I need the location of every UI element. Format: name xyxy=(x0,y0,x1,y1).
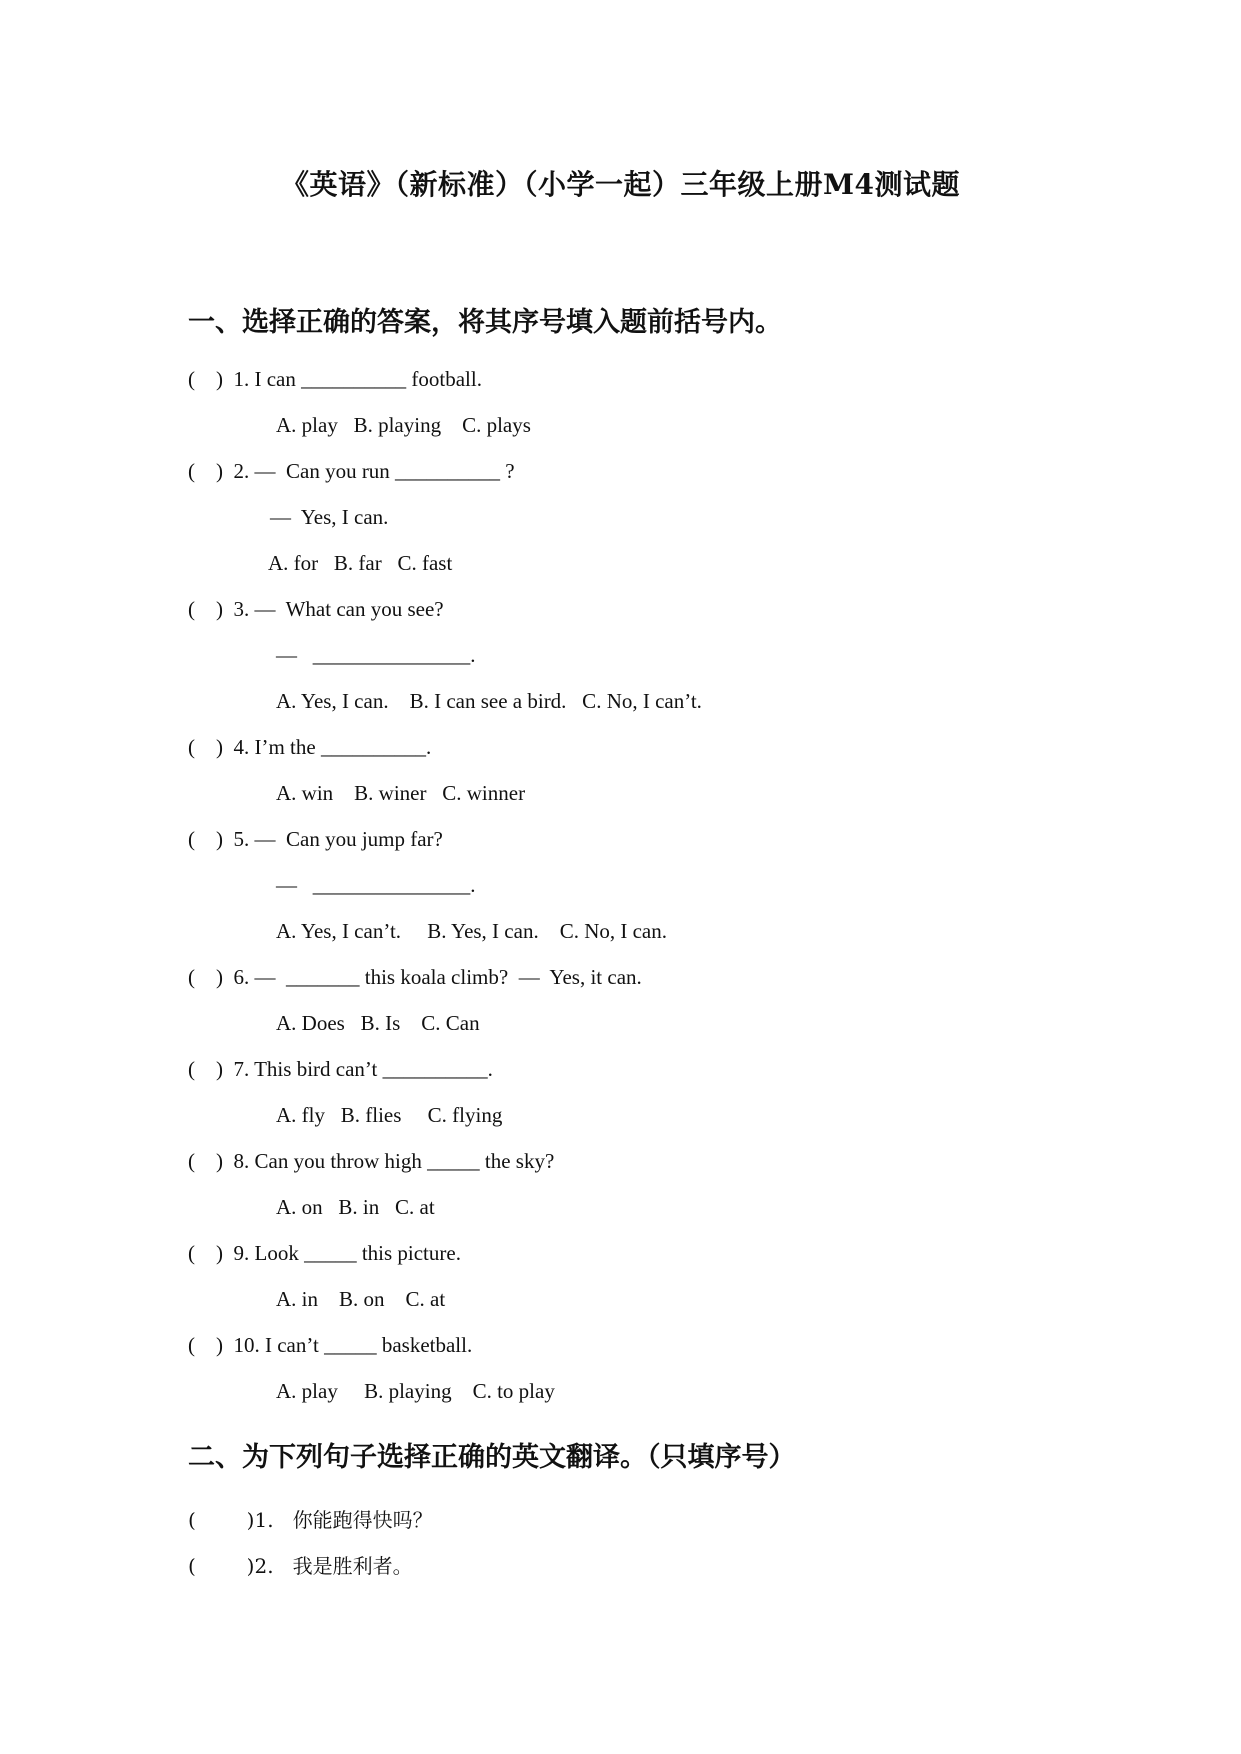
question-5: ( ) 5. — Can you jump far? xyxy=(188,827,443,851)
question-9-options: A. in B. on C. at xyxy=(276,1287,446,1311)
question-10: ( ) 10. I can’t _____ basketball. xyxy=(188,1333,473,1357)
question-6: ( ) 6. — _______ this koala climb? — Yes, it can. xyxy=(188,965,642,989)
question-8: ( ) 8. Can you throw high _____ the sky? xyxy=(188,1149,555,1173)
translation-question-1: ( )1. 你能跑得快吗？ xyxy=(188,1508,433,1532)
question-3: ( ) 3. — What can you see? xyxy=(188,597,444,621)
question-2-reply: — Yes, I can. xyxy=(270,505,389,529)
section-2-heading: 二、为下列句子选择正确的英文翻译。（只填序号） xyxy=(188,1442,796,1473)
question-2: ( ) 2. — Can you run __________ ? xyxy=(188,459,515,483)
question-9: ( ) 9. Look _____ this picture. xyxy=(188,1241,461,1265)
question-3-options: A. Yes, I can. B. I can see a bird. C. No, I can’t. xyxy=(276,689,702,713)
translation-question-2: ( )2. 我是胜利者。 xyxy=(188,1554,413,1578)
question-4-options: A. win B. winer C. winner xyxy=(276,781,526,805)
question-5-options: A. Yes, I can’t. B. Yes, I can. C. No, I can. xyxy=(276,919,668,943)
question-8-options: A. on B. in C. at xyxy=(276,1195,435,1219)
question-1-options: A. play B. playing C. plays xyxy=(276,413,531,437)
question-10-options: A. play B. playing C. to play xyxy=(276,1379,555,1403)
page-title: 《英语》（新标准）（小学一起）三年级上册M4测试题 xyxy=(281,168,960,201)
question-7: ( ) 7. This bird can’t __________. xyxy=(188,1057,493,1081)
section-1-heading: 一、选择正确的答案，将其序号填入题前括号内。 xyxy=(188,307,782,338)
question-4: ( ) 4. I’m the __________. xyxy=(188,735,432,759)
question-7-options: A. fly B. flies C. flying xyxy=(276,1103,503,1127)
question-6-options: A. Does B. Is C. Can xyxy=(276,1011,480,1035)
question-3-reply: — _______________. xyxy=(276,643,476,667)
question-2-options: A. for B. far C. fast xyxy=(268,551,453,575)
question-1: ( ) 1. I can __________ football. xyxy=(188,367,482,391)
question-5-reply: — _______________. xyxy=(276,873,476,897)
